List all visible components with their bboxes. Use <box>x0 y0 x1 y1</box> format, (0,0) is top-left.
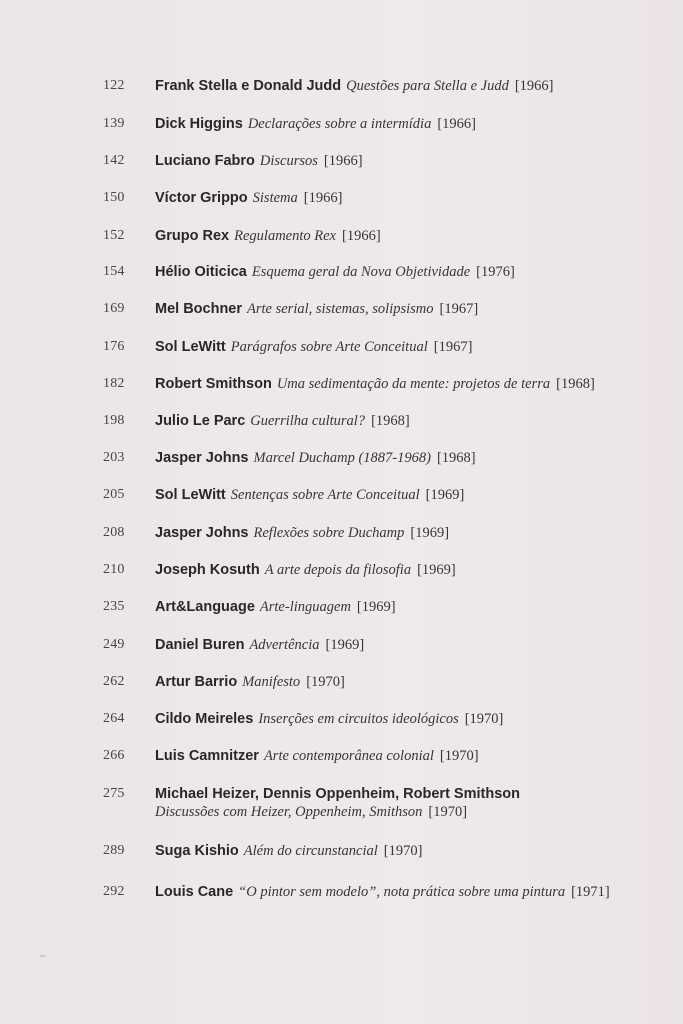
entry-year: [1969] <box>417 562 456 578</box>
page-number: 169 <box>103 301 125 316</box>
entry-year: [1970] <box>439 748 479 764</box>
entry-author: Luciano Fabro <box>155 153 255 169</box>
entry-year: [1969] <box>410 525 450 541</box>
entry-year: [1970] <box>306 674 345 690</box>
entry-year: [1970] <box>383 843 423 859</box>
entry-year: [1967] <box>433 339 473 355</box>
entry-year: [1969] <box>425 487 465 503</box>
entry-title: A arte depois da filosofia <box>264 562 412 578</box>
page-number: 205 <box>103 487 125 502</box>
entry-title: Guerrilha cultural? <box>250 413 366 429</box>
page-number: 176 <box>103 339 125 354</box>
paper-speck <box>40 955 46 957</box>
entry-author: Cildo Meireles <box>155 711 254 727</box>
page-number: 139 <box>103 116 125 131</box>
page-number: 235 <box>103 599 125 614</box>
entry-author: Jasper Johns <box>155 450 249 466</box>
entry-year: [1969] <box>325 637 365 653</box>
entry-author: Robert Smithson <box>155 376 272 392</box>
page-number: 266 <box>103 748 125 763</box>
entry-author: Mel Bochner <box>155 301 243 317</box>
entry-title: Esquema geral da Nova Objetividade <box>251 264 471 280</box>
entry-author: Michael Heizer, Dennis Oppenheim, Robert Smithson <box>155 786 520 802</box>
page-number: 264 <box>103 711 125 726</box>
entry-title: “O pintor sem modelo”, nota prática sobre uma pintura <box>238 884 566 900</box>
entry-title: Uma sedimentação da mente: projetos de terra <box>276 376 551 392</box>
entry-author: Jasper Johns <box>155 525 249 541</box>
entry-title: Inserções em circuitos ideológicos <box>258 711 459 727</box>
entry-title: Declarações sobre a intermídia <box>247 116 432 132</box>
page-number: 208 <box>103 525 125 540</box>
entry-title: Sentenças sobre Arte Conceitual <box>230 487 420 503</box>
entry-title: Discursos <box>259 153 318 169</box>
entry-year: [1968] <box>556 376 595 392</box>
entry-title: Reflexões sobre Duchamp <box>253 525 405 541</box>
entry-title: Manifesto <box>242 674 301 690</box>
page-number: 203 <box>103 450 125 465</box>
entry-author: Louis Cane <box>155 884 234 900</box>
entry-year: [1966] <box>437 116 477 132</box>
entry-author: Sol LeWitt <box>155 487 226 503</box>
entry-year: [1966] <box>514 78 554 94</box>
entry-year: [1966] <box>323 153 363 169</box>
entry-year: [1968] <box>371 413 410 429</box>
entry-author: Julio Le Parc <box>155 413 246 429</box>
entry-year: [1971] <box>571 884 610 900</box>
entry-author: Grupo Rex <box>155 228 230 244</box>
entry-year: [1966] <box>342 228 381 244</box>
entry-title: Arte serial, sistemas, solipsismo <box>247 301 434 317</box>
entry-author: Víctor Grippo <box>155 190 248 206</box>
page-number: 154 <box>103 264 125 279</box>
entry-author: Frank Stella e Donald Judd <box>155 78 342 94</box>
entry-title: Marcel Duchamp (1887-1968) <box>253 450 431 466</box>
page-number: 122 <box>103 78 125 93</box>
page-number: 249 <box>103 637 125 652</box>
entry-year: [1966] <box>303 190 343 206</box>
entry-title: Questões para Stella e Judd <box>346 78 509 94</box>
entry-author: Luis Camnitzer <box>155 748 259 764</box>
entry-title: Sistema <box>252 190 298 206</box>
page-number: 289 <box>103 843 125 858</box>
page-number: 142 <box>103 153 125 168</box>
entry-title: Além do circunstancial <box>243 843 378 859</box>
entry-author: Joseph Kosuth <box>155 562 260 578</box>
entry-title: Parágrafos sobre Arte Conceitual <box>230 339 428 355</box>
entry-title: Arte contemporânea colonial <box>263 748 434 764</box>
entry-author: Daniel Buren <box>155 637 245 653</box>
entry-year: [1968] <box>436 450 476 466</box>
page-number: 210 <box>103 562 125 577</box>
page-number: 152 <box>103 228 125 243</box>
entry-year: [1976] <box>476 264 515 280</box>
entry-author: Art&Language <box>155 599 255 615</box>
page-number: 262 <box>103 674 125 689</box>
page-number: 275 <box>103 786 125 801</box>
entry-year: [1967] <box>439 301 479 317</box>
entry-author: Artur Barrio <box>155 674 238 690</box>
entry-author: Suga Kishio <box>155 843 239 859</box>
entry-year: [1970] <box>428 804 468 820</box>
entry-year: [1969] <box>356 599 396 615</box>
page-number: 198 <box>103 413 125 428</box>
entry-year: [1970] <box>464 711 504 727</box>
entry-title: Discussões com Heizer, Oppenheim, Smithson <box>155 804 423 820</box>
page-number: 292 <box>103 884 125 899</box>
entry-author: Hélio Oiticica <box>155 264 247 280</box>
entry-author: Dick Higgins <box>155 116 243 132</box>
entry-title: Arte-linguagem <box>259 599 351 615</box>
entry-title: Regulamento Rex <box>234 228 336 244</box>
entry-title: Advertência <box>249 637 320 653</box>
entry-author: Sol LeWitt <box>155 339 226 355</box>
page-number: 150 <box>103 190 125 205</box>
page-number: 182 <box>103 376 125 391</box>
